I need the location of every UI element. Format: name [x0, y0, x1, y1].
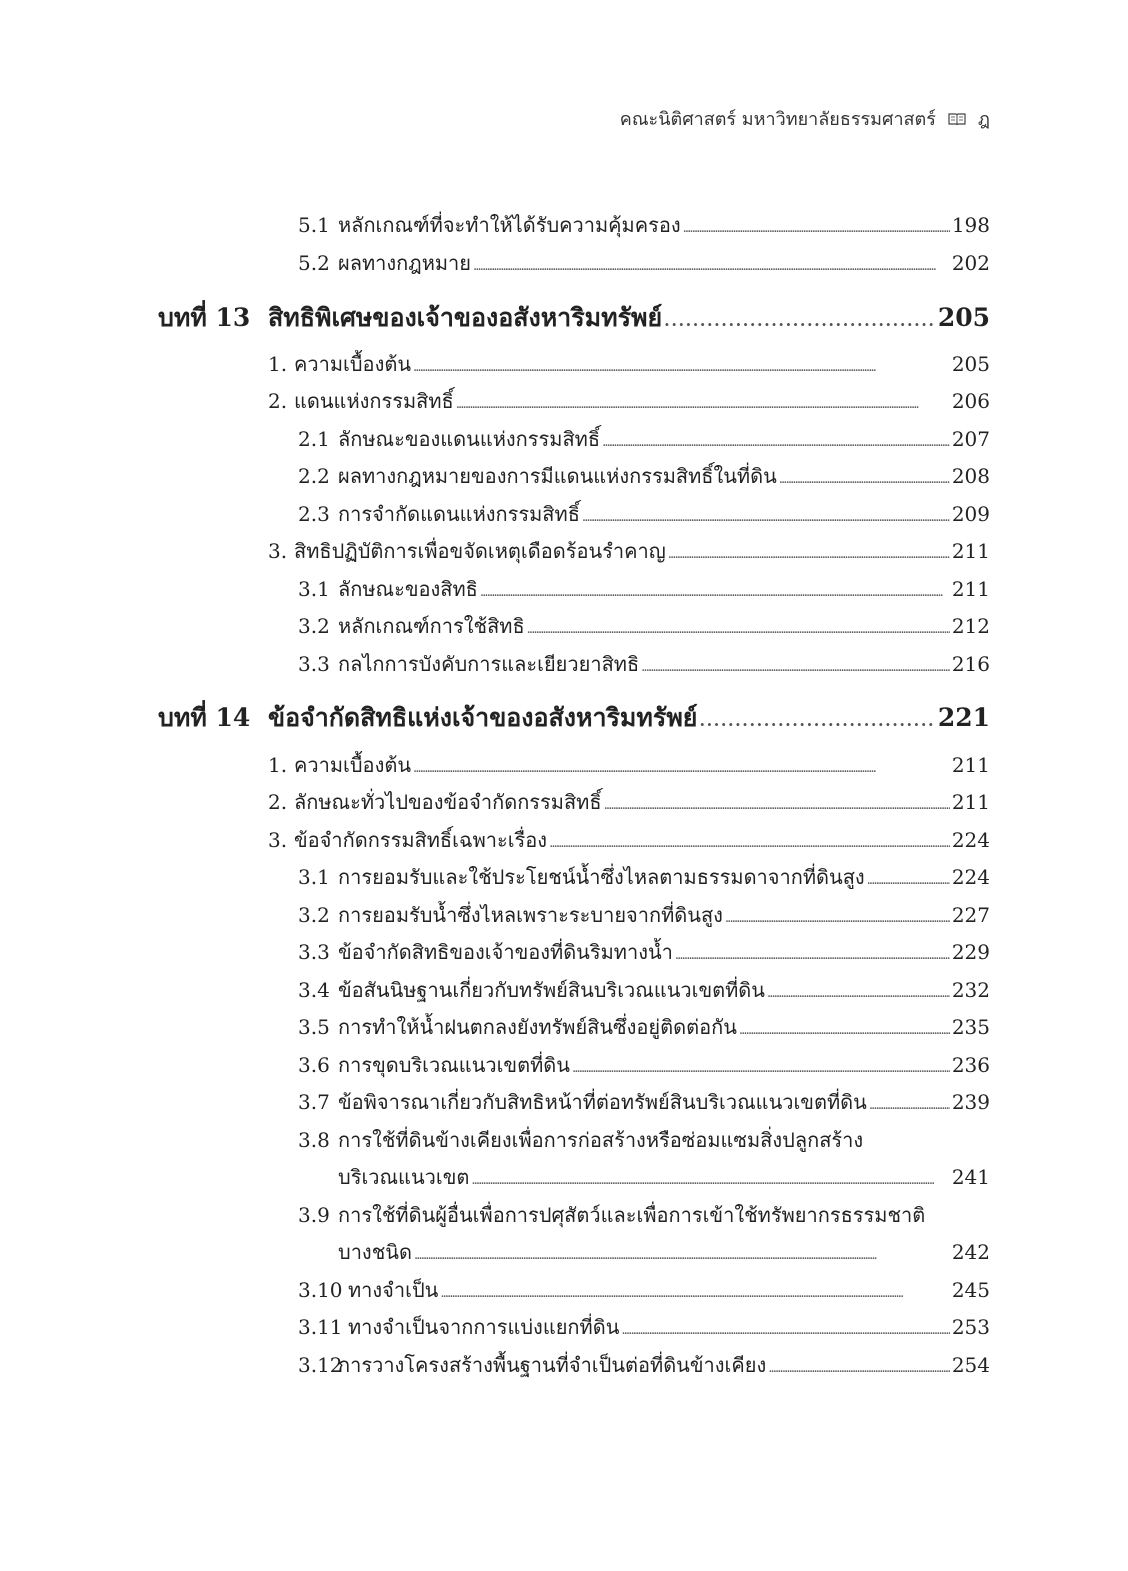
- toc-entry: 3.3 กลไกการบังคับการและเยียวยาสิทธิ . . . 216: [158, 649, 990, 683]
- header-title: คณะนิติศาสตร์ มหาวิทยาลัยธรรมศาสตร์: [619, 109, 936, 130]
- toc-entry: 3.10 ทางจำเป็น . . . 245: [158, 1275, 990, 1309]
- toc-entry: 3.5 การทำให้น้ำฝนตกลงยังทรัพย์สินซึ่งอยู่ติดต่อกัน . . . 235: [158, 1012, 990, 1046]
- chapter-14-heading: บทที่ 14 ข้อจำกัดสิทธิแห่งเจ้าของอสังหาริมทรัพย์ . . . 221: [158, 700, 990, 739]
- toc-entry: 3.3 ข้อจำกัดสิทธิของเจ้าของที่ดินริมทางน้ำ . . . 229: [158, 937, 990, 971]
- toc-entry: 2. ลักษณะทั่วไปของข้อจำกัดกรรมสิทธิ์ . . . 211: [158, 787, 990, 821]
- toc-entry: 1. ความเบื้องต้น . . . 211: [158, 750, 990, 784]
- toc-entry: 2.3 การจำกัดแดนแห่งกรรมสิทธิ์ . . . 209: [158, 499, 990, 533]
- toc-entry: 3.6 การขุดบริเวณแนวเขตที่ดิน . . . 236: [158, 1050, 990, 1084]
- toc-entry: 3. สิทธิปฏิบัติการเพื่อขจัดเหตุเดือดร้อนรำคาญ . . . 211: [158, 536, 990, 570]
- page-marker: ฎ: [977, 109, 990, 130]
- toc-entry: 5.2 ผลทางกฎหมาย . . . 202: [158, 248, 990, 282]
- toc-entry: 3. ข้อจำกัดกรรมสิทธิ์เฉพาะเรื่อง . . . 224: [158, 825, 990, 859]
- toc-entry: 2.2 ผลทางกฎหมายของการมีแดนแห่งกรรมสิทธิ์ในที่ดิน . . . 208: [158, 461, 990, 495]
- toc-entry-first-line: 3.9 การใช้ที่ดินผู้อื่นเพื่อการปศุสัตว์และเพื่อการเข้าใช้ทรัพยากรธรรมชาติ: [298, 1203, 926, 1227]
- toc-entry: 2. แดนแห่งกรรมสิทธิ์ . . . 206: [158, 386, 990, 420]
- open-book-icon: [948, 112, 966, 126]
- toc-entry: 3.12การวางโครงสร้างพื้นฐานที่จำเป็นต่อที่ดินข้างเคียง . . . 254: [158, 1350, 990, 1384]
- toc-entry: 3.2 หลักเกณฑ์การใช้สิทธิ . . . 212: [158, 611, 990, 645]
- toc-entry: 3.2 การยอมรับน้ำซึ่งไหลเพราะระบายจากที่ดินสูง . . . 227: [158, 900, 990, 934]
- toc-entry: 2.1 ลักษณะของแดนแห่งกรรมสิทธิ์ . . . 207: [158, 424, 990, 458]
- chapter-13-heading: บทที่ 13 สิทธิพิเศษของเจ้าของอสังหาริมทรัพย์ . . . 205: [158, 300, 990, 339]
- running-header: [620, 104, 990, 133]
- toc-entry-continuation: บริเวณแนวเขต . . . 241: [158, 1162, 990, 1196]
- toc-entry: 3.1 ลักษณะของสิทธิ . . . 211: [158, 574, 990, 608]
- toc-entry: 5.1 หลักเกณฑ์ที่จะทำให้ได้รับความคุ้มครอง . . . 198: [158, 210, 990, 244]
- toc-entry: 3.7 ข้อพิจารณาเกี่ยวกับสิทธิหน้าที่ต่อทรัพย์สินบริเวณแนวเขตที่ดิน . . . 239: [158, 1087, 990, 1121]
- toc-entry: 1. ความเบื้องต้น . . . 205: [158, 349, 990, 383]
- toc-entry: 3.1 การยอมรับและใช้ประโยชน์น้ำซึ่งไหลตามธรรมดาจากที่ดินสูง . . . 224: [158, 862, 990, 896]
- toc-entry-first-line: 3.8 การใช้ที่ดินข้างเคียงเพื่อการก่อสร้างหรือซ่อมแซมสิ่งปลูกสร้าง: [298, 1128, 864, 1152]
- toc-entry-continuation: บางชนิด . . . 242: [158, 1237, 990, 1271]
- toc-entry: 3.11 ทางจำเป็นจากการแบ่งแยกที่ดิน . . . 253: [158, 1312, 990, 1346]
- toc-entry: 3.4 ข้อสันนิษฐานเกี่ยวกับทรัพย์สินบริเวณแนวเขตที่ดิน . . . 232: [158, 975, 990, 1009]
